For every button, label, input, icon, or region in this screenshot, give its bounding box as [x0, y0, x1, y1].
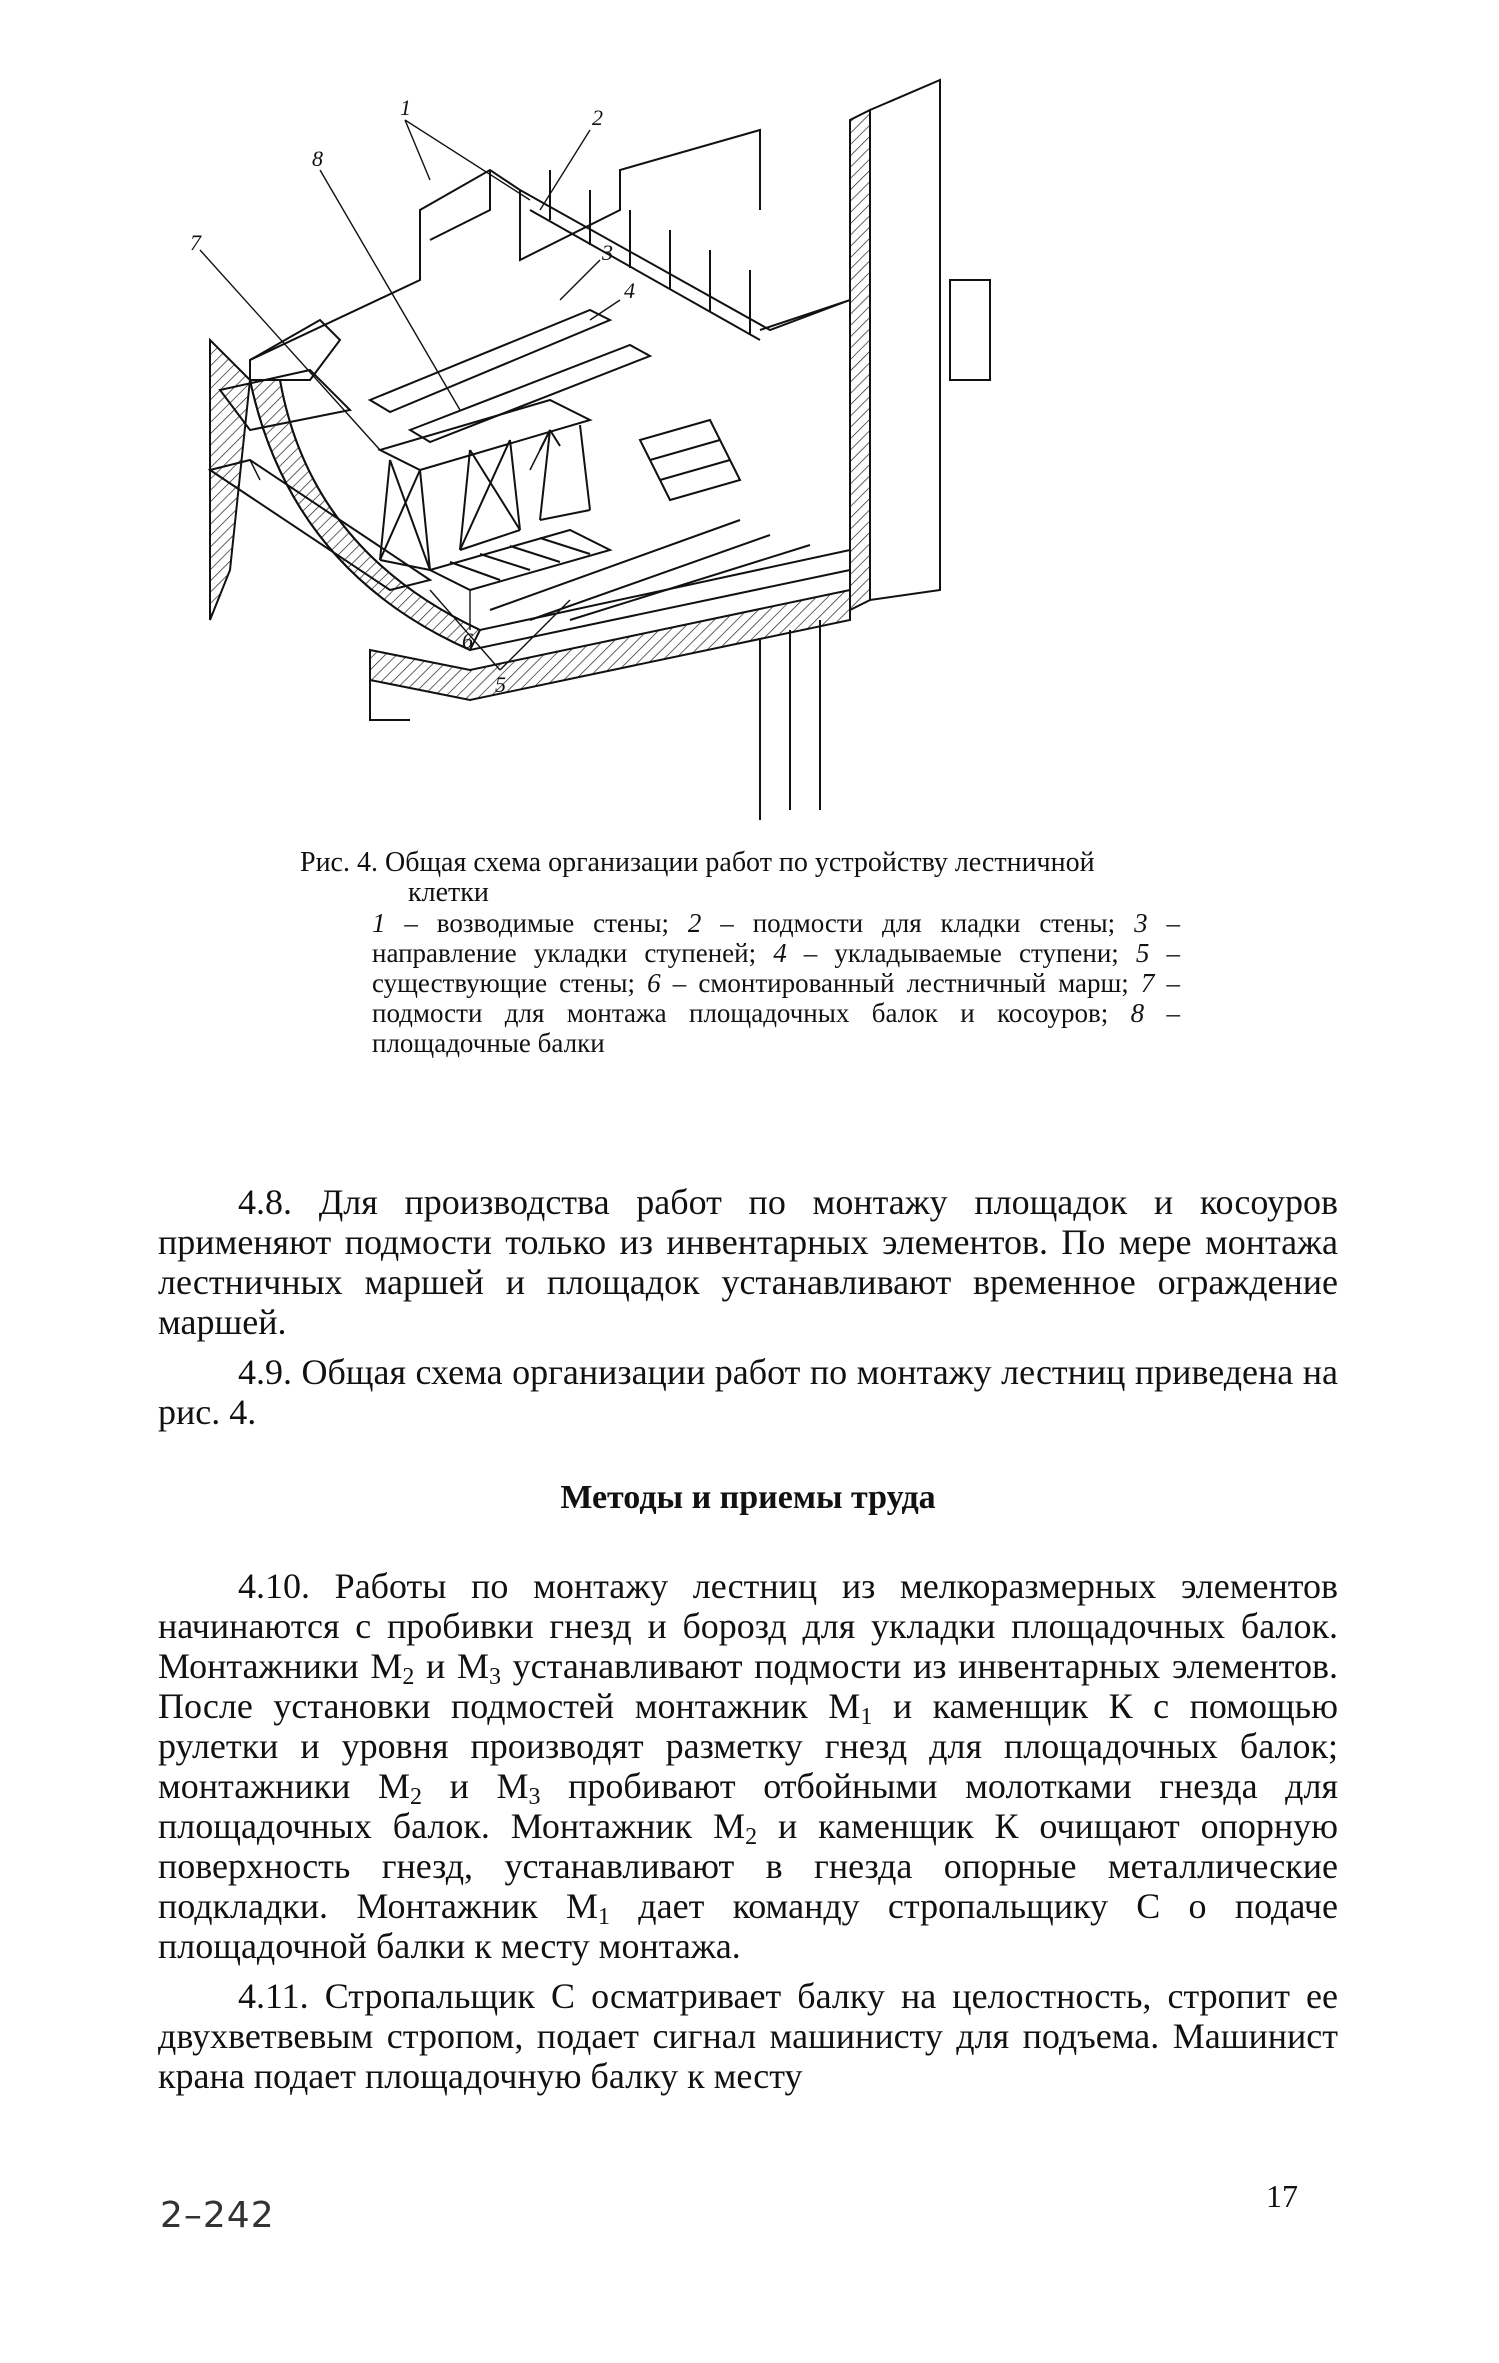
paragraph-4-9: 4.9. Общая схема организации работ по монтажу лестниц приведена на рис. 4.	[158, 1352, 1338, 1432]
subscript: 1	[860, 1704, 873, 1730]
text-run: пробивают отбойными молотками гнезда для площадочных балок. Монтажник М	[158, 1766, 1339, 1846]
text-run: устанавливают подмости из инвентарных элементов. После установки подмостей монтажник М	[158, 1646, 1338, 1726]
text-run: и М	[421, 1766, 529, 1806]
legend-num: 8	[1130, 998, 1145, 1028]
page-number: 17	[1266, 2178, 1298, 2214]
legend-num: 2	[687, 908, 702, 938]
legend-num: 5	[1135, 938, 1150, 968]
caption-legend	[300, 908, 1180, 1058]
text-run: 4.10. Работы по монтажу лестниц из мелкоразмерных элементов начинаются с пробивки гнезд и борозд для укладки площадочных балок. Монтажники М	[158, 1566, 1338, 1686]
legend-num: 7	[1140, 968, 1155, 998]
legend-text: – подмости для монтажа площадочных балок и косоуров;	[372, 968, 1180, 1028]
legend-num: 3	[1134, 908, 1148, 938]
legend-text: – укладываемые ступени;	[786, 938, 1136, 968]
subscript: 2	[402, 1664, 415, 1690]
legend-text: – смонтированный лестничный марш;	[660, 968, 1141, 998]
paragraph-4-8: 4.8. Для производства работ по монтажу площадок и косоуров применяют подмости только из инвентарных элементов. По мере монтажа лестничных маршей и площадок устанавливают временное ограждение маршей.	[158, 1182, 1338, 1342]
legend-text: – существующие стены;	[372, 938, 1180, 998]
main-text	[158, 1182, 1338, 2106]
legend-num: 4	[773, 938, 787, 968]
paragraph-4-10	[158, 1566, 1338, 1966]
text-run: дает команду стропальщику С о подаче площадочной балки к месту монтажа.	[158, 1886, 1338, 1966]
legend-text: – площадочные балки	[372, 998, 1180, 1058]
figure-label-1: 1	[400, 95, 411, 120]
figure-caption	[300, 848, 1180, 1058]
figure-label-4: 4	[624, 278, 635, 303]
legend-num: 6	[647, 968, 661, 998]
figure-label-3: 3	[602, 240, 613, 265]
paragraph-4-11: 4.11. Стропальщик С осматривает балку на целостность, стропит ее двухветвевым стропом, подает сигнал машинисту для подъема. Машинист крана подает площадочную балку к месту	[158, 1976, 1338, 2096]
figure-label-6: 6	[462, 628, 473, 653]
subscript: 3	[528, 1784, 541, 1810]
legend-text: – подмости для кладки стены;	[701, 908, 1135, 938]
section-heading: Методы и приемы труда	[560, 1479, 936, 1516]
sheet-code: 2–242	[160, 2195, 275, 2236]
figure-label-8: 8	[312, 146, 323, 171]
subscript: 2	[409, 1784, 422, 1810]
legend-text: – возводимые стены;	[385, 908, 688, 938]
text-run: и М	[414, 1646, 489, 1686]
subscript: 3	[489, 1664, 501, 1690]
caption-title: Рис. 4. Общая схема организации работ по устройству лестничной клетки	[300, 847, 1095, 908]
figure-label-7: 7	[190, 230, 201, 255]
legend-num: 1	[372, 908, 386, 938]
stairwell-figure	[190, 95, 1230, 850]
subscript: 2	[745, 1824, 758, 1850]
figure-label-5: 5	[495, 672, 506, 697]
subscript: 1	[598, 1904, 611, 1930]
legend-text: – направление укладки ступеней;	[372, 908, 1180, 968]
text-run: и каменщик К очищают опорную поверхность гнезд, устанавливают в гнезда опорные металлические подкладки. Монтажник М	[158, 1806, 1338, 1926]
text-run: и каменщик К с помощью рулетки и уровня производят разметку гнезд для площадочных балок; монтажники М	[158, 1686, 1338, 1806]
figure-label-2: 2	[592, 105, 603, 130]
stairwell-diagram	[190, 95, 1230, 850]
